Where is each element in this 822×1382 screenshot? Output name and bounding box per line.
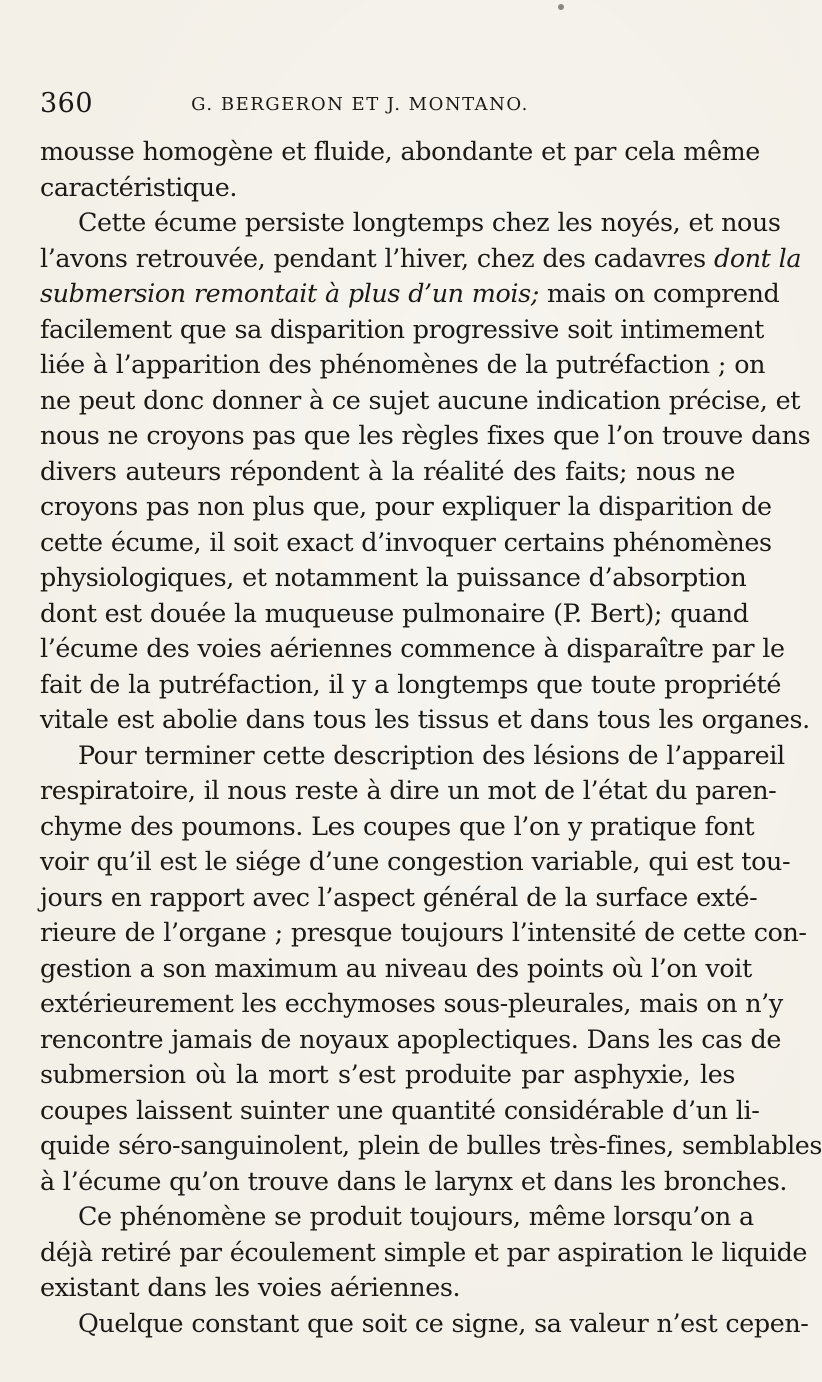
text-line: submersion où la mort s’est produite par asphyxie, les: [40, 1059, 735, 1089]
text-line: à l’écume qu’on trouve dans le larynx et dans les bronches.: [40, 1165, 788, 1196]
text-line: gestion a son maximum au niveau des points où l’on voit: [40, 952, 752, 983]
text-fragment: mais on comprend: [538, 278, 780, 308]
text-line: déjà retiré par écoulement simple et par aspiration le liquide: [40, 1236, 808, 1267]
italic-phrase: submersion remontait à plus d’un mois;: [40, 278, 539, 308]
text-line-with-italic: [40, 276, 780, 312]
text-line: Ce phénomène se produit toujours, même lorsqu’on a: [78, 1201, 754, 1231]
body-text: [40, 134, 822, 1341]
text-fragment: l’avons retrouvée, pendant l’hiver, chez des cadavres: [40, 242, 714, 273]
text-line: extérieurement les ecchymoses sous-pleurales, mais on n’y: [40, 988, 783, 1018]
text-line: respiratoire, il nous reste à dire un mot de l’état du paren-: [40, 775, 777, 805]
paragraph-5: [40, 1306, 809, 1342]
paragraph-1: [40, 134, 760, 205]
text-line: cette écume, il soit exact d’invoquer certains phénomènes: [40, 526, 772, 557]
text-line: l’écume des voies aériennes commence à disparaître par le: [40, 633, 785, 663]
running-head: [40, 88, 740, 124]
text-line: caractéristique.: [40, 171, 237, 202]
text-line-with-italic: [40, 241, 802, 277]
text-line: divers auteurs répondent à la réalité des faits; nous ne: [40, 455, 735, 486]
paragraph-2: [40, 205, 811, 738]
text-line: vitale est abolie dans tous les tissus et dans tous les organes.: [40, 704, 810, 734]
page-number: 360: [40, 88, 94, 119]
text-line: nous ne croyons pas que les règles fixes que l’on trouve dans: [40, 420, 811, 450]
ink-speck: [558, 4, 564, 10]
text-line: fait de la putréfaction, il y a longtemps que toute propriété: [40, 668, 781, 699]
text-line: facilement que sa disparition progressive soit intimement: [40, 313, 764, 344]
paragraph-4: [40, 1199, 808, 1306]
text-line: coupes laissent suinter une quantité considérable d’un li-: [40, 1094, 760, 1125]
text-line: rencontre jamais de noyaux apoplectiques. Dans les cas de: [40, 1023, 782, 1054]
text-line: croyons pas non plus que, pour expliquer la disparition de: [40, 491, 772, 521]
text-line: chyme des poumons. Les coupes que l’on y pratique font: [40, 810, 755, 841]
text-line: existant dans les voies aériennes.: [40, 1272, 461, 1302]
running-title: G. BERGERON ET J. MONTANO.: [191, 94, 529, 115]
text-line: dont est douée la muqueuse pulmonaire (P. Bert); quand: [40, 597, 749, 628]
text-line: voir qu’il est le siége d’une congestion variable, qui est tou-: [40, 846, 791, 876]
text-line: Cette écume persiste longtemps chez les noyés, et nous: [78, 207, 781, 237]
text-line: quide séro-sanguinolent, plein de bulles très-fines, semblables: [40, 1130, 822, 1160]
text-line: ne peut donc donner à ce sujet aucune indication précise, et: [40, 384, 801, 415]
text-line: mousse homogène et fluide, abondante et par cela même: [40, 136, 760, 166]
text-line: physiologiques, et notamment la puissance d’absorption: [40, 562, 747, 592]
text-line: jours en rapport avec l’aspect général de la surface exté-: [40, 881, 758, 912]
italic-phrase: dont la: [713, 242, 802, 273]
text-line: Pour terminer cette description des lésions de l’appareil: [78, 739, 785, 770]
text-line: Quelque constant que soit ce signe, sa valeur n’est cepen-: [78, 1307, 809, 1338]
paragraph-3: [40, 738, 822, 1200]
text-line: rieure de l’organe ; presque toujours l’intensité de cette con-: [40, 917, 807, 947]
text-line: liée à l’apparition des phénomènes de la putréfaction ; on: [40, 349, 766, 379]
